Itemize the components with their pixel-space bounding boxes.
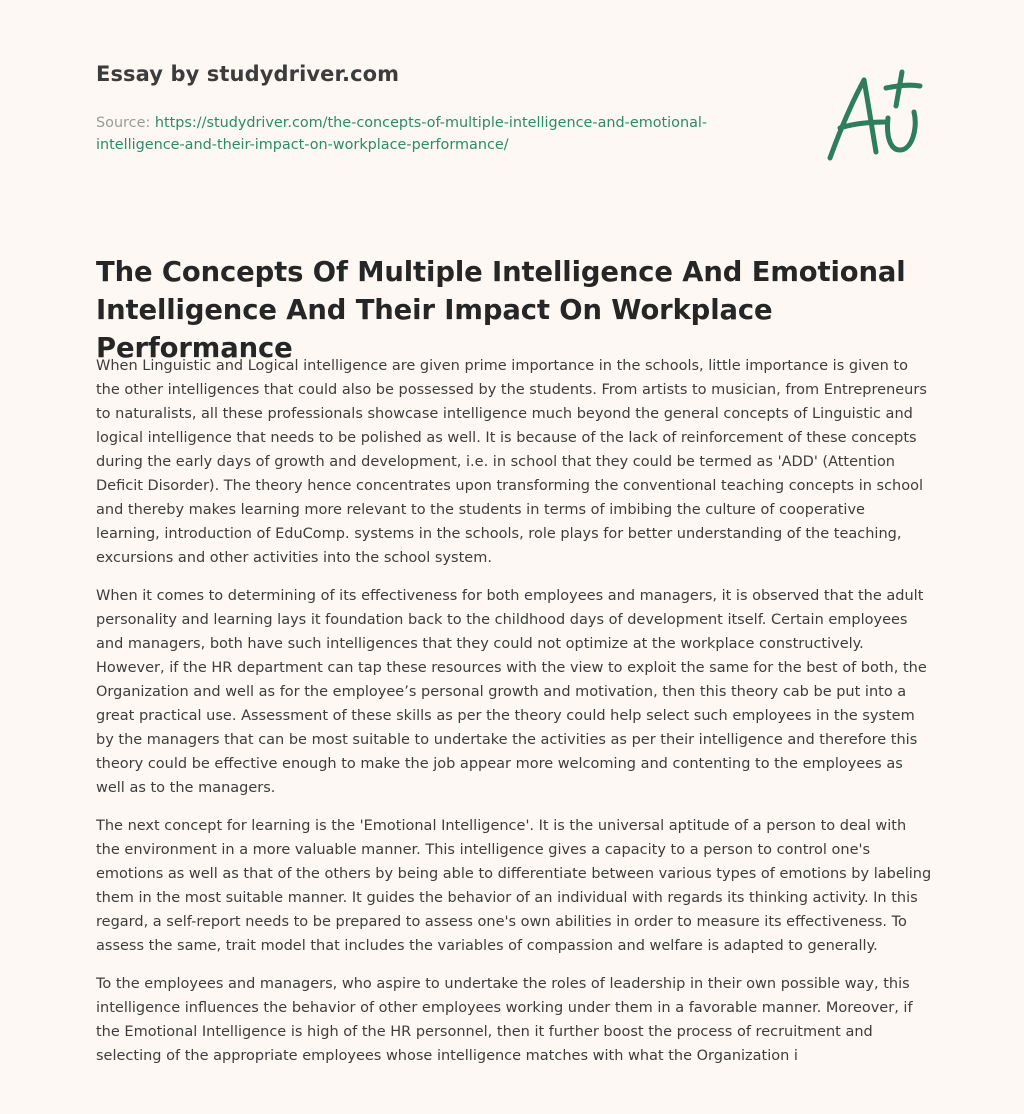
- source-link[interactable]: https://studydriver.com/the-concepts-of-multiple-intelligence-and-emotional-intelligence-and-their-impact-on-workplace-performance/: [96, 115, 708, 153]
- source-label: Source:: [96, 115, 151, 131]
- paragraph: When it comes to determining of its effectiveness for both employees and managers, it is observed that the adult personality and learning lays it foundation back to the childhood days of development itself. Certain employees and managers, both have such intelligences that they could not optimize at the workplace constructively. However, if the HR department can tap these resources with the view to exploit the same for the best of both, the Organization and well as for the employee’s personal growth and motivation, then this theory cab be put into a great practical use. Assessment of these skills as per the theory could help select such employees in the system by the managers that can be most suitable to undertake the activities as per their intelligence and therefore this theory could be effective enough to make the job appear more welcoming and contenting to the employees as well as to the managers.: [96, 588, 927, 796]
- essay-title: The Concepts Of Multiple Intelligence And Emotional Intelligence And Their Impact On Workplace Performance: [96, 257, 906, 364]
- paragraph: When Linguistic and Logical intelligence are given prime importance in the schools, little importance is given to the other intelligences that could also be possessed by the students. From artists to musician, from Entrepreneurs to naturalists, all these professionals showcase intelligence much beyond the general concepts of Linguistic and logical intelligence that needs to be polished as well. It is because of the lack of reinforcement of these concepts during the early days of growth and development, i.e. in school that they could be termed as 'ADD' (Attention Deficit Disorder). The theory hence concentrates upon transforming the conventional teaching concepts in school and thereby makes learning more relevant to the students in terms of imbibing the culture of cooperative learning, introduction of EduComp. systems in the schools, role plays for better understanding of the teaching, excursions and other activities into the school system.: [96, 358, 927, 566]
- a-plus-grade-icon: [824, 66, 928, 166]
- paragraph: The next concept for learning is the 'Emotional Intelligence'. It is the universal aptitude of a person to deal with the environment in a more valuable manner. This intelligence gives a capacity to a person to control one's emotions as well as that of the others by being able to differentiate between various types of emotions by labeling them in the most suitable manner. It guides the behavior of an individual with regards its thinking activity. In this regard, a self-report needs to be prepared to assess one's own abilities in order to measure its effectiveness. To assess the same, trait model that includes the variables of compassion and welfare is adapted to generally.: [96, 818, 932, 954]
- essay-body: [96, 354, 932, 1082]
- site-title: Essay by studydriver.com: [96, 62, 400, 86]
- source-line: [96, 112, 776, 156]
- paragraph: To the employees and managers, who aspire to undertake the roles of leadership in their own possible way, this intelligence influences the behavior of other employees working under them in a favorable manner. Moreover, if the Emotional Intelligence is high of the HR personnel, then it further boost the process of recruitment and selecting of the appropriate employees whose intelligence matches with what the Organization i: [96, 976, 913, 1064]
